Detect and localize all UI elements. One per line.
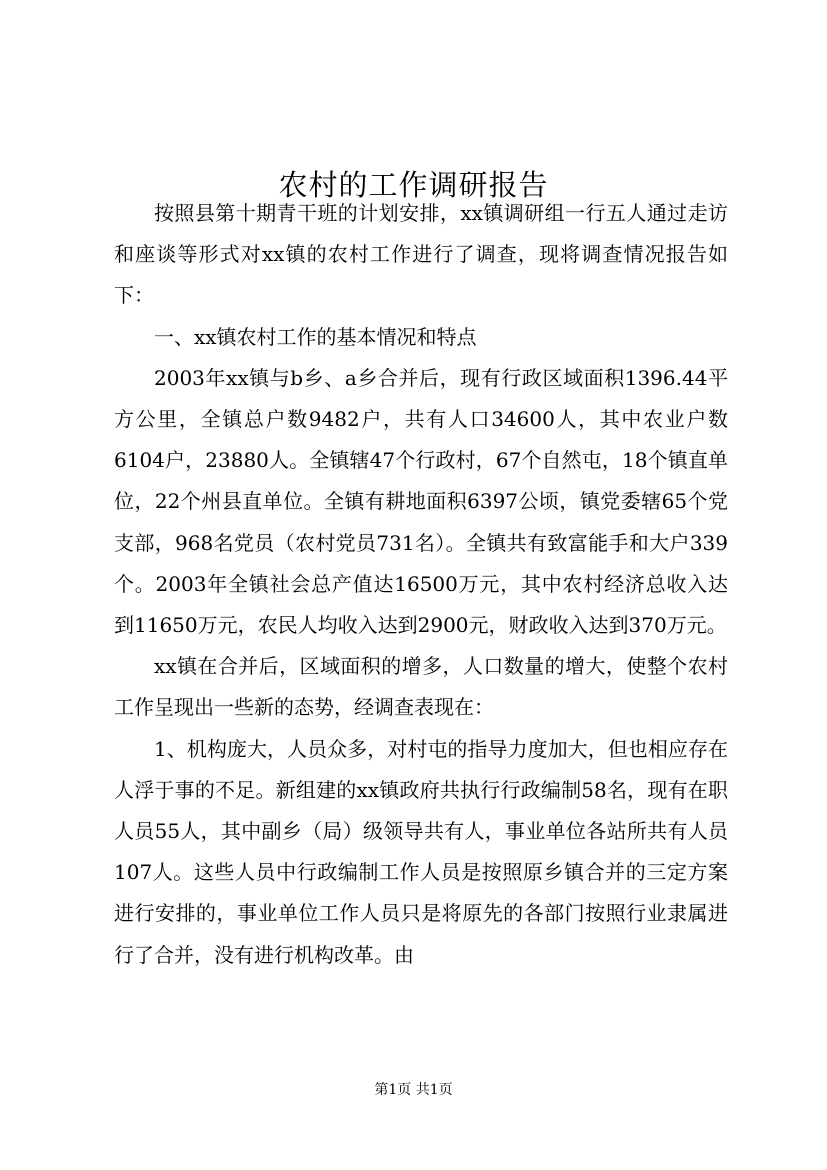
situation-paragraph: xx镇在合并后，区域面积的增多，人口数量的增大，使整个农村工作呈现出一些新的态势，经调查表现在：	[114, 654, 728, 720]
document-title: 农村的工作调研报告	[278, 168, 549, 203]
statistics-paragraph: 2003年xx镇与b乡、a乡合并后，现有行政区域面积1396.44平方公里，全镇总户数9482户，共有人口34600人，其中农业户数6104户，23880人。全镇辖47个行政村，67个自然屯，18个镇直单位，22个州县直单位。全镇有耕地面积6397公顷，镇党委辖65个党支部，968名党员（农村党员731名）。全镇共有致富能手和大户339个。2003年全镇社会总产值达16500万元，其中农村经济总收入达到11650万元，农民人均收入达到2900元，财政收入达到370万元。	[114, 365, 728, 638]
document-body	[114, 193, 728, 976]
intro-paragraph: 按照县第十期青干班的计划安排，xx镇调研组一行五人通过走访和座谈等形式对xx镇的农村工作进行了调查，现将调查情况报告如下：	[114, 201, 728, 308]
page-number-footer: 第1页 共1页	[374, 1082, 453, 1098]
section-heading: 一、xx镇农村工作的基本情况和特点	[154, 324, 477, 349]
point-one-paragraph: 1、机构庞大，人员众多，对村屯的指导力度加大，但也相应存在人浮于事的不足。新组建的xx镇政府共执行行政编制58名，现有在职人员55人，其中副乡（局）级领导共有人，事业单位各站所共有人员107人。这些人员中行政编制工作人员是按照原乡镇合并的三定方案进行安排的，事业单位工作人员只是将原先的各部门按照行业隶属进行了合并，没有进行机构改革。由	[114, 736, 728, 967]
